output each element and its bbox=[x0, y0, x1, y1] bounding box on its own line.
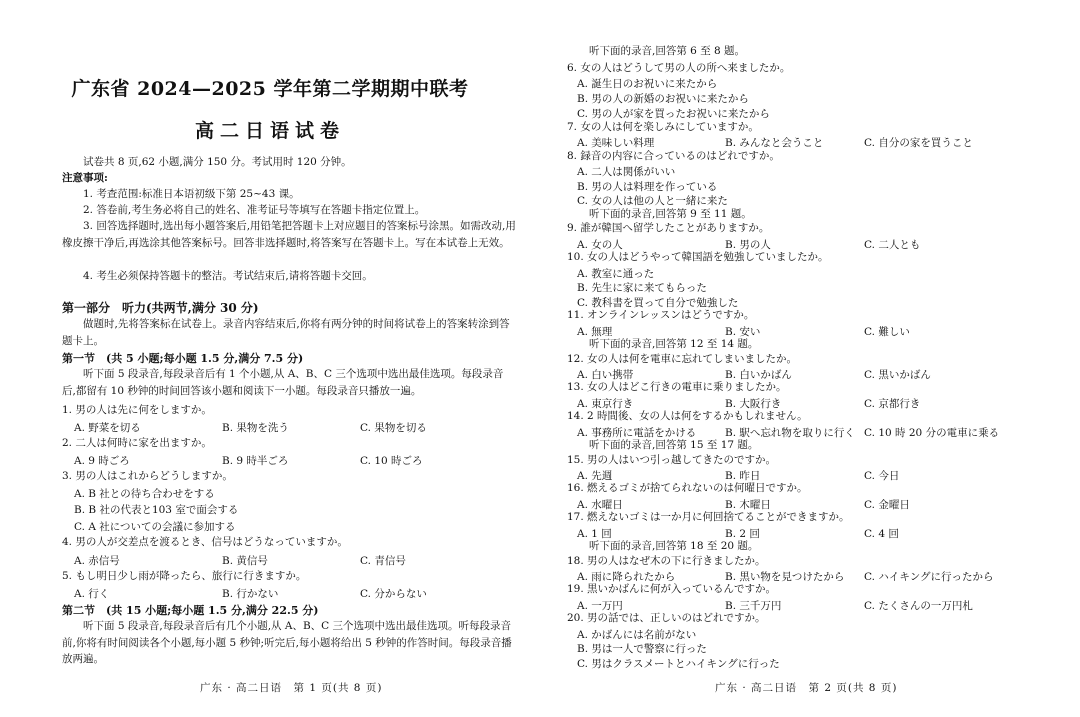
page-footer: 广东 · 高二日语 第 1 页(共 8 页) bbox=[200, 682, 383, 694]
q2-option-c: C. 10 時ごろ bbox=[360, 455, 423, 467]
q14-option-b: B. 駅へ忘れ物を取りに行く bbox=[725, 427, 855, 439]
q11-option-c: C. 難しい bbox=[864, 326, 910, 338]
q5-option-b: B. 行かない bbox=[222, 588, 279, 600]
q11-option-b: B. 安い bbox=[725, 326, 761, 338]
exam-subtitle: 高二日语试卷 bbox=[194, 120, 345, 142]
q13-option-b: B. 大阪行き bbox=[725, 398, 782, 410]
q7-option-b: B. みんなと会うこと bbox=[725, 137, 824, 149]
question-12: 12. 女の人は何を電車に忘れてしまいましたか。 bbox=[567, 353, 798, 365]
q6-option-b: B. 男の人の新婚のお祝いに来たから bbox=[577, 93, 749, 105]
note-2: 2. 答卷前,考生务必将自己的姓名、准考证号等填写在答题卡指定位置上。 bbox=[83, 204, 426, 216]
q14-option-a: A. 事務所に電話をかける bbox=[577, 427, 697, 439]
q17-option-c: C. 4 回 bbox=[864, 528, 899, 540]
q15-option-c: C. 今日 bbox=[864, 470, 900, 482]
q4-option-c: C. 青信号 bbox=[360, 555, 406, 567]
question-8: 8. 録音の内容に合っているのはどれですか。 bbox=[567, 150, 780, 162]
q8-option-a: A. 二人は関係がいい bbox=[577, 166, 676, 178]
q7-option-a: A. 美味しい料理 bbox=[577, 137, 655, 149]
question-3: 3. 男の人はこれからどうしますか。 bbox=[62, 470, 233, 482]
q6-option-c: C. 男の人が家を買ったお祝いに来たから bbox=[577, 108, 770, 120]
question-4: 4. 男の人が交差点を渡るとき、信号はどうなっていますか。 bbox=[62, 536, 348, 548]
section1-desc: 听下面 5 段录音,每段录音后有 1 个小题,从 A、B、C 三个选项中选出最佳选项。每段录音后,都留有 10 秒钟的时间回答该小题和阅读下一小题。每段录音只播放一遍。 bbox=[62, 368, 504, 397]
note-1: 1. 考查范围:标准日本语初级下第 25~43 课。 bbox=[83, 188, 300, 200]
notes-heading: 注意事项: bbox=[62, 172, 108, 184]
q20-option-b: B. 男は一人で警察に行った bbox=[577, 643, 707, 655]
q16-option-a: A. 水曜日 bbox=[577, 499, 623, 511]
q10-option-c: C. 教科書を買って自分で勉強した bbox=[577, 297, 739, 309]
q2-option-b: B. 9 時半ごろ bbox=[222, 455, 289, 467]
q10-option-b: B. 先生に家に来てもらった bbox=[577, 282, 707, 294]
q12-option-b: B. 白いかばん bbox=[725, 369, 792, 381]
q14-option-c: C. 10 時 20 分の電車に乗る bbox=[864, 427, 1000, 439]
q9-option-a: A. 女の人 bbox=[577, 239, 623, 251]
q13-option-a: A. 東京行き bbox=[577, 398, 634, 410]
question-1: 1. 男の人は先に何をしますか。 bbox=[62, 404, 212, 416]
q5-option-c: C. 分からない bbox=[360, 588, 427, 600]
q16-option-b: B. 木曜日 bbox=[725, 499, 771, 511]
section2-heading: 第二节 (共 15 小题;每小题 1.5 分,满分 22.5 分) bbox=[62, 604, 319, 617]
question-14: 14. 2 時間後、女の人は何をするかもしれません。 bbox=[567, 410, 808, 422]
q4-option-a: A. 赤信号 bbox=[74, 555, 120, 567]
q9-option-c: C. 二人とも bbox=[864, 239, 921, 251]
exam-intro: 试卷共 8 页,62 小题,满分 150 分。考试用时 120 分钟。 bbox=[83, 156, 352, 168]
q20-option-c: C. 男はクラスメートとハイキングに行った bbox=[577, 658, 780, 670]
q19-option-a: A. 一万円 bbox=[577, 600, 623, 612]
q3-option-c: C. A 社についての会議に参加する bbox=[74, 521, 236, 533]
note-4: 4. 考生必须保持答题卡的整洁。考试结束后,请将答题卡交回。 bbox=[83, 270, 373, 282]
exam-title: 广东省 2024—2025 学年第二学期期中联考 bbox=[71, 78, 469, 100]
page-footer: 广东 · 高二日语 第 2 页(共 8 页) bbox=[715, 682, 898, 694]
q12-option-c: C. 黒いかばん bbox=[864, 369, 931, 381]
q2-option-a: A. 9 時ごろ bbox=[74, 455, 130, 467]
q15-option-b: B. 昨日 bbox=[725, 470, 761, 482]
q18-option-a: A. 雨に降られたから bbox=[577, 571, 676, 583]
section1-heading: 第一节 (共 5 小题;每小题 1.5 分,满分 7.5 分) bbox=[62, 352, 304, 365]
audio-header: 听下面的录音,回答第 15 至 17 题。 bbox=[589, 439, 759, 451]
q3-option-b: B. B 社の代表と103 室で面会する bbox=[74, 504, 239, 516]
question-5: 5. もし明日少し雨が降ったら、旅行に行きますか。 bbox=[62, 570, 307, 582]
q17-option-b: B. 2 回 bbox=[725, 528, 760, 540]
q19-option-b: B. 三千万円 bbox=[725, 600, 782, 612]
q17-option-a: A. 1 回 bbox=[577, 528, 612, 540]
audio-header: 听下面的录音,回答第 18 至 20 题。 bbox=[589, 540, 759, 552]
question-2: 2. 二人は何時に家を出ますか。 bbox=[62, 437, 212, 449]
q9-option-b: B. 男の人 bbox=[725, 239, 771, 251]
question-15: 15. 男の人はいつ引っ越してきたのですか。 bbox=[567, 454, 777, 466]
note-3: 3. 回答选择题时,选出每小题答案后,用铅笔把答题卡上对应题目的答案标号涂黑。如需改动,用橡皮擦干净后,再选涂其他答案标号。回答非选择题时,将答案写在答题卡上。写在本试卷上无效。 bbox=[62, 220, 516, 249]
q19-option-c: C. たくさんの一万円札 bbox=[864, 600, 973, 612]
question-18: 18. 男の人はなぜ木の下に行きましたか。 bbox=[567, 555, 766, 567]
q8-option-b: B. 男の人は料理を作っている bbox=[577, 181, 718, 193]
question-20: 20. 男の話では、正しいのはどれですか。 bbox=[567, 612, 766, 624]
audio-header: 听下面的录音,回答第 6 至 8 题。 bbox=[589, 45, 746, 57]
q1-option-b: B. 果物を洗う bbox=[222, 422, 289, 434]
audio-header: 听下面的录音,回答第 12 至 14 题。 bbox=[589, 338, 759, 350]
question-10: 10. 女の人はどうやって韓国語を勉強していましたか。 bbox=[567, 251, 829, 263]
question-11: 11. オンラインレッスンはどうですか。 bbox=[567, 309, 755, 321]
q10-option-a: A. 教室に通った bbox=[577, 268, 655, 280]
q15-option-a: A. 先週 bbox=[577, 470, 613, 482]
question-7: 7. 女の人は何を楽しみにしていますか。 bbox=[567, 121, 759, 133]
q8-option-c: C. 女の人は他の人と一緒に来た bbox=[577, 195, 728, 207]
q4-option-b: B. 黄信号 bbox=[222, 555, 268, 567]
question-19: 19. 黒いかばんに何が入っているんですか。 bbox=[567, 583, 777, 595]
q1-option-a: A. 野菜を切る bbox=[74, 422, 141, 434]
q1-option-c: C. 果物を切る bbox=[360, 422, 427, 434]
q20-option-a: A. かばんには名前がない bbox=[577, 629, 697, 641]
section2-desc: 听下面 5 段录音,每段录音后有几个小题,从 A、B、C 三个选项中选出最佳选项。听每段录音前,你将有时间阅读各个小题,每小题 5 秒钟;听完后,每小题将给出 5 秒钟的作答时间。每段录音播放两遍。 bbox=[62, 620, 512, 665]
exam-page-2 bbox=[540, 0, 1080, 717]
part1-desc: 做题时,先将答案标在试卷上。录音内容结束后,你将有两分钟的时间将试卷上的答案转涂到答题卡上。 bbox=[62, 318, 510, 347]
part1-heading: 第一部分 听力(共两节,满分 30 分) bbox=[62, 301, 259, 315]
q13-option-c: C. 京都行き bbox=[864, 398, 921, 410]
q6-option-a: A. 誕生日のお祝いに来たから bbox=[577, 78, 718, 90]
question-17: 17. 燃えないゴミは一か月に何回捨てることができますか。 bbox=[567, 511, 850, 523]
audio-header: 听下面的录音,回答第 9 至 11 题。 bbox=[589, 208, 752, 220]
question-13: 13. 女の人はどこ行きの電車に乗りましたか。 bbox=[567, 381, 787, 393]
q11-option-a: A. 無理 bbox=[577, 326, 613, 338]
question-9: 9. 誰が韓国へ留学したことがありますか。 bbox=[567, 222, 770, 234]
question-16: 16. 燃えるゴミが捨てられないのは何曜日ですか。 bbox=[567, 482, 808, 494]
q7-option-c: C. 自分の家を買うこと bbox=[864, 137, 973, 149]
q18-option-b: B. 黒い物を見つけたから bbox=[725, 571, 845, 583]
q3-option-a: A. B 社との待ち合わせをする bbox=[74, 488, 215, 500]
q18-option-c: C. ハイキングに行ったから bbox=[864, 571, 994, 583]
q12-option-a: A. 白い携帯 bbox=[577, 369, 634, 381]
q16-option-c: C. 金曜日 bbox=[864, 499, 910, 511]
q5-option-a: A. 行く bbox=[74, 588, 110, 600]
question-6: 6. 女の人はどうして男の人の所へ来ましたか。 bbox=[567, 62, 791, 74]
